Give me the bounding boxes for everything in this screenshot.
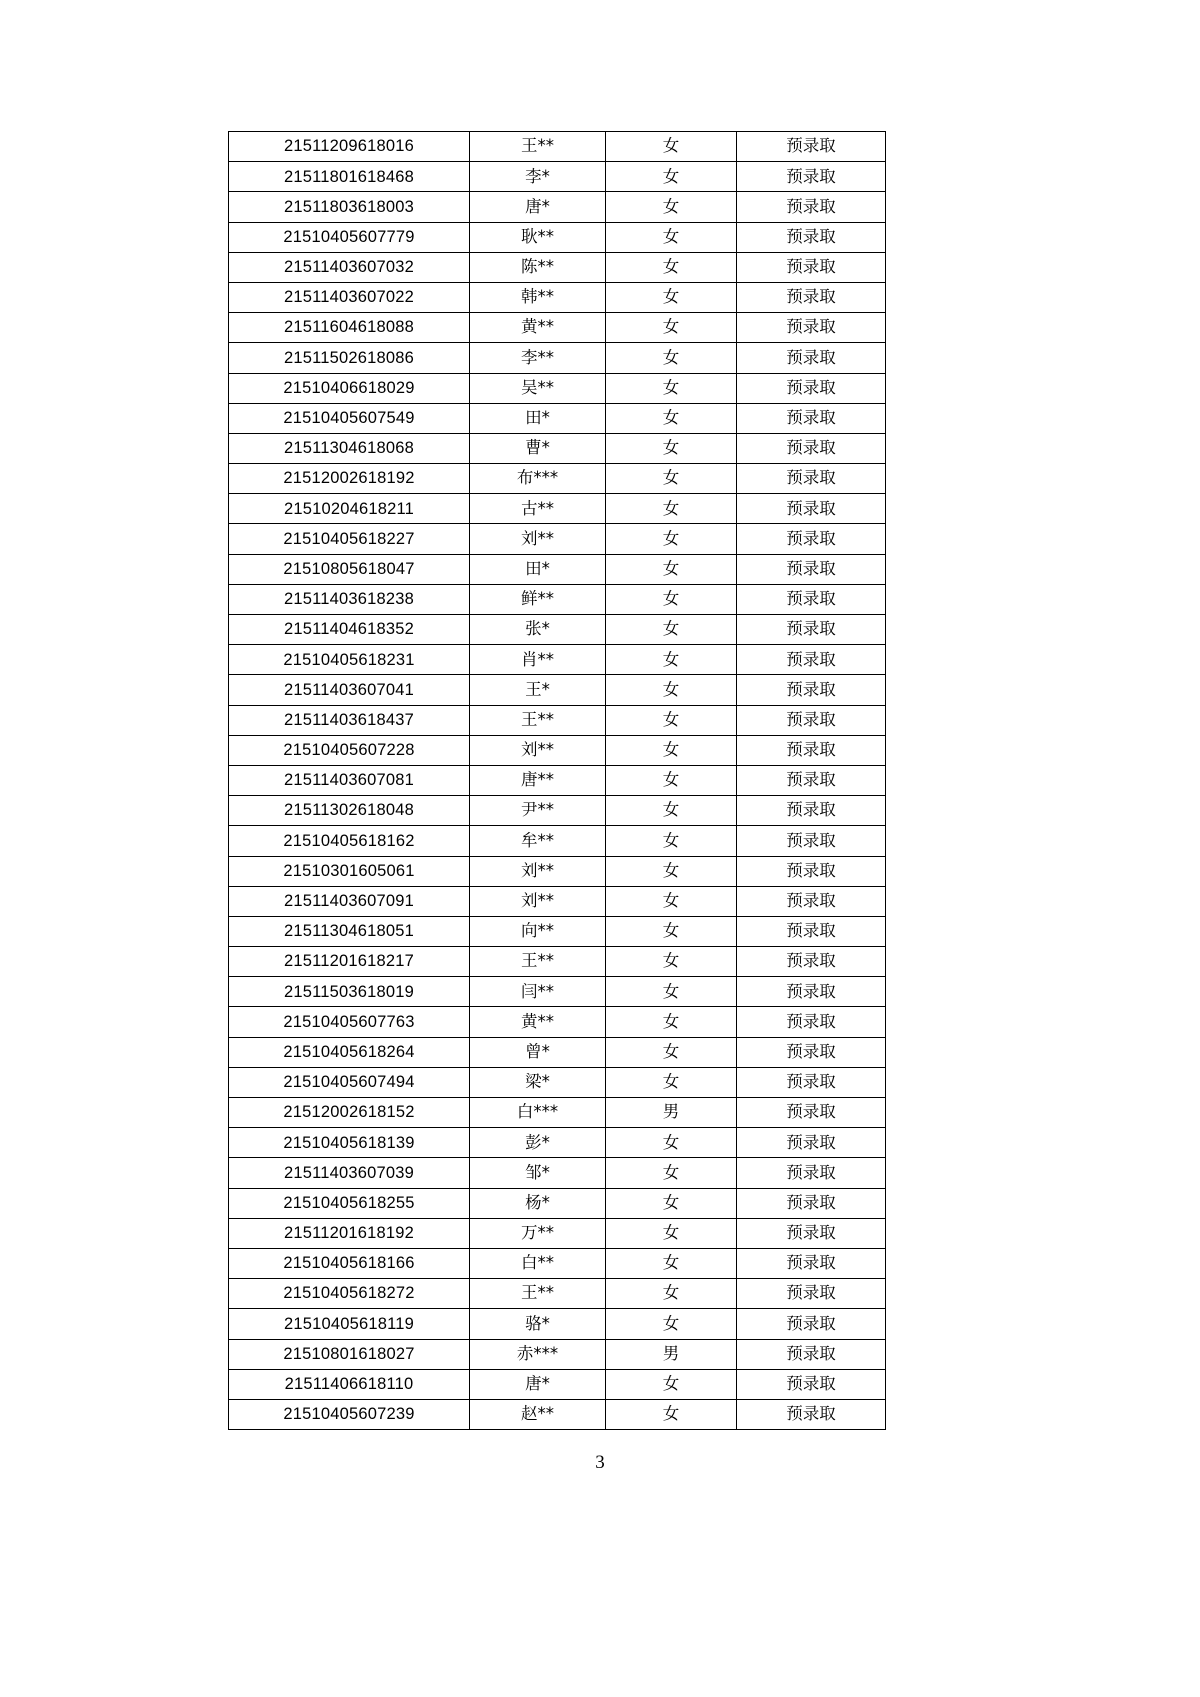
candidate-id-cell: 21510405607549 [229, 403, 470, 433]
table-row [229, 1279, 886, 1309]
admission-status-cell: 预录取 [737, 343, 886, 373]
admission-status-cell: 预录取 [737, 222, 886, 252]
table-row [229, 1399, 886, 1429]
candidate-id-cell: 21511304618068 [229, 433, 470, 463]
admission-status-cell: 预录取 [737, 1369, 886, 1399]
admission-status-cell: 预录取 [737, 1339, 886, 1369]
candidate-gender-cell: 女 [606, 524, 737, 554]
admission-status-cell: 预录取 [737, 1158, 886, 1188]
admission-status-cell: 预录取 [737, 947, 886, 977]
table-row [229, 645, 886, 675]
candidate-id-cell: 21511403618437 [229, 705, 470, 735]
admission-status-cell: 预录取 [737, 1098, 886, 1128]
candidate-id-cell: 21511403607032 [229, 252, 470, 282]
admission-status-cell: 预录取 [737, 403, 886, 433]
candidate-gender-cell: 女 [606, 796, 737, 826]
candidate-id-cell: 21510405607228 [229, 735, 470, 765]
admission-status-cell: 预录取 [737, 584, 886, 614]
table-row [229, 373, 886, 403]
table-row [229, 132, 886, 162]
candidate-name-cell: 王** [470, 132, 606, 162]
candidate-gender-cell: 女 [606, 735, 737, 765]
candidate-name-cell: 王** [470, 705, 606, 735]
candidate-gender-cell: 女 [606, 1248, 737, 1278]
table-row [229, 765, 886, 795]
candidate-id-cell: 21511302618048 [229, 796, 470, 826]
candidate-id-cell: 21511404618352 [229, 615, 470, 645]
admission-status-cell: 预录取 [737, 1399, 886, 1429]
candidate-id-cell: 21511403607041 [229, 675, 470, 705]
candidate-gender-cell: 女 [606, 1399, 737, 1429]
candidate-name-cell: 布*** [470, 464, 606, 494]
candidate-id-cell: 21510801618027 [229, 1339, 470, 1369]
admission-status-cell: 预录取 [737, 977, 886, 1007]
candidate-id-cell: 21510405618139 [229, 1128, 470, 1158]
candidate-id-cell: 21511403618238 [229, 584, 470, 614]
candidate-name-cell: 唐* [470, 1369, 606, 1399]
candidate-id-cell: 21510405618227 [229, 524, 470, 554]
candidate-gender-cell: 女 [606, 464, 737, 494]
candidate-gender-cell: 女 [606, 886, 737, 916]
table-row [229, 1309, 886, 1339]
admission-status-cell: 预录取 [737, 826, 886, 856]
candidate-id-cell: 21511403607081 [229, 765, 470, 795]
candidate-name-cell: 王** [470, 1279, 606, 1309]
admission-status-cell: 预录取 [737, 856, 886, 886]
candidate-id-cell: 21510405618231 [229, 645, 470, 675]
candidate-id-cell: 21510405618255 [229, 1188, 470, 1218]
table-row [229, 403, 886, 433]
admission-status-cell: 预录取 [737, 1218, 886, 1248]
candidate-name-cell: 唐* [470, 192, 606, 222]
candidate-id-cell: 21511406618110 [229, 1369, 470, 1399]
table-row [229, 826, 886, 856]
candidate-id-cell: 21511503618019 [229, 977, 470, 1007]
candidate-name-cell: 白*** [470, 1098, 606, 1128]
candidate-id-cell: 21510405618166 [229, 1248, 470, 1278]
table-row [229, 615, 886, 645]
candidate-id-cell: 21510405607494 [229, 1067, 470, 1097]
candidate-name-cell: 黄** [470, 1007, 606, 1037]
table-row [229, 1218, 886, 1248]
candidate-id-cell: 21510405607763 [229, 1007, 470, 1037]
candidate-name-cell: 王* [470, 675, 606, 705]
admission-status-cell: 预录取 [737, 464, 886, 494]
admission-status-cell: 预录取 [737, 554, 886, 584]
candidate-name-cell: 陈** [470, 252, 606, 282]
candidate-name-cell: 万** [470, 1218, 606, 1248]
candidate-id-cell: 21512002618192 [229, 464, 470, 494]
candidate-gender-cell: 女 [606, 132, 737, 162]
table-row [229, 1188, 886, 1218]
candidate-name-cell: 唐** [470, 765, 606, 795]
table-row [229, 1248, 886, 1278]
candidate-name-cell: 闫** [470, 977, 606, 1007]
admission-status-cell: 预录取 [737, 916, 886, 946]
candidate-gender-cell: 女 [606, 222, 737, 252]
candidate-gender-cell: 女 [606, 403, 737, 433]
candidate-gender-cell: 女 [606, 433, 737, 463]
candidate-name-cell: 刘** [470, 886, 606, 916]
candidate-id-cell: 21510405618264 [229, 1037, 470, 1067]
candidate-gender-cell: 女 [606, 282, 737, 312]
table-row [229, 856, 886, 886]
candidate-id-cell: 21510405607779 [229, 222, 470, 252]
admission-status-cell: 预录取 [737, 705, 886, 735]
table-row [229, 494, 886, 524]
admission-status-cell: 预录取 [737, 675, 886, 705]
admission-status-cell: 预录取 [737, 1279, 886, 1309]
candidate-gender-cell: 女 [606, 1369, 737, 1399]
candidate-name-cell: 牟** [470, 826, 606, 856]
candidate-gender-cell: 女 [606, 977, 737, 1007]
candidate-id-cell: 21510805618047 [229, 554, 470, 584]
table-row [229, 705, 886, 735]
candidate-name-cell: 骆* [470, 1309, 606, 1339]
table-row [229, 1158, 886, 1188]
admission-status-cell: 预录取 [737, 796, 886, 826]
table-row [229, 162, 886, 192]
candidate-gender-cell: 女 [606, 615, 737, 645]
admission-status-cell: 预录取 [737, 162, 886, 192]
candidate-id-cell: 21511403607022 [229, 282, 470, 312]
admission-status-cell: 预录取 [737, 615, 886, 645]
candidate-gender-cell: 女 [606, 313, 737, 343]
admission-status-cell: 预录取 [737, 282, 886, 312]
table-row [229, 222, 886, 252]
candidate-gender-cell: 女 [606, 1309, 737, 1339]
candidate-gender-cell: 女 [606, 252, 737, 282]
candidate-id-cell: 21512002618152 [229, 1098, 470, 1128]
table-row [229, 1128, 886, 1158]
table-row [229, 675, 886, 705]
table-row [229, 1339, 886, 1369]
candidate-name-cell: 杨* [470, 1188, 606, 1218]
candidate-gender-cell: 女 [606, 1007, 737, 1037]
admission-status-cell: 预录取 [737, 1037, 886, 1067]
candidate-id-cell: 21511502618086 [229, 343, 470, 373]
admission-status-cell: 预录取 [737, 1067, 886, 1097]
candidate-name-cell: 田* [470, 554, 606, 584]
candidate-gender-cell: 女 [606, 916, 737, 946]
candidate-id-cell: 21510204618211 [229, 494, 470, 524]
candidate-gender-cell: 女 [606, 162, 737, 192]
admission-status-cell: 预录取 [737, 1188, 886, 1218]
candidate-id-cell: 21510406618029 [229, 373, 470, 403]
table-row [229, 886, 886, 916]
table-row [229, 252, 886, 282]
candidate-name-cell: 韩** [470, 282, 606, 312]
candidate-name-cell: 刘** [470, 856, 606, 886]
table-row [229, 916, 886, 946]
candidate-id-cell: 21511604618088 [229, 313, 470, 343]
table-row [229, 1007, 886, 1037]
candidate-gender-cell: 女 [606, 1279, 737, 1309]
candidate-gender-cell: 男 [606, 1339, 737, 1369]
candidate-id-cell: 21510301605061 [229, 856, 470, 886]
candidate-gender-cell: 女 [606, 1188, 737, 1218]
candidate-gender-cell: 女 [606, 494, 737, 524]
admission-status-cell: 预录取 [737, 735, 886, 765]
admission-status-cell: 预录取 [737, 645, 886, 675]
candidate-name-cell: 黄** [470, 313, 606, 343]
candidate-gender-cell: 女 [606, 192, 737, 222]
table-row [229, 1369, 886, 1399]
admission-status-cell: 预录取 [737, 1309, 886, 1339]
admission-status-cell: 预录取 [737, 1248, 886, 1278]
table-row [229, 192, 886, 222]
candidate-gender-cell: 女 [606, 1037, 737, 1067]
admission-status-cell: 预录取 [737, 524, 886, 554]
candidate-id-cell: 21510405618162 [229, 826, 470, 856]
candidate-id-cell: 21511209618016 [229, 132, 470, 162]
candidate-name-cell: 古** [470, 494, 606, 524]
table-row [229, 947, 886, 977]
candidate-name-cell: 李** [470, 343, 606, 373]
table-row [229, 464, 886, 494]
admission-status-cell: 预录取 [737, 1128, 886, 1158]
admission-status-cell: 预录取 [737, 886, 886, 916]
candidate-gender-cell: 女 [606, 343, 737, 373]
candidate-name-cell: 吴** [470, 373, 606, 403]
candidate-id-cell: 21511803618003 [229, 192, 470, 222]
admission-roster-table-wrap [228, 131, 881, 1430]
candidate-gender-cell: 女 [606, 705, 737, 735]
candidate-name-cell: 王** [470, 947, 606, 977]
candidate-gender-cell: 女 [606, 675, 737, 705]
candidate-name-cell: 梁* [470, 1067, 606, 1097]
candidate-name-cell: 鲜** [470, 584, 606, 614]
table-row [229, 1037, 886, 1067]
candidate-gender-cell: 女 [606, 1128, 737, 1158]
candidate-name-cell: 张* [470, 615, 606, 645]
candidate-id-cell: 21511801618468 [229, 162, 470, 192]
candidate-name-cell: 肖** [470, 645, 606, 675]
admission-status-cell: 预录取 [737, 765, 886, 795]
candidate-gender-cell: 女 [606, 645, 737, 675]
candidate-name-cell: 李* [470, 162, 606, 192]
candidate-gender-cell: 女 [606, 826, 737, 856]
candidate-gender-cell: 女 [606, 1218, 737, 1248]
candidate-name-cell: 赵** [470, 1399, 606, 1429]
candidate-id-cell: 21511304618051 [229, 916, 470, 946]
table-row [229, 735, 886, 765]
admission-status-cell: 预录取 [737, 373, 886, 403]
admission-status-cell: 预录取 [737, 192, 886, 222]
admission-status-cell: 预录取 [737, 252, 886, 282]
candidate-gender-cell: 女 [606, 856, 737, 886]
table-row [229, 524, 886, 554]
table-row [229, 282, 886, 312]
table-row [229, 584, 886, 614]
table-row [229, 343, 886, 373]
table-row [229, 433, 886, 463]
candidate-id-cell: 21511201618217 [229, 947, 470, 977]
candidate-gender-cell: 女 [606, 584, 737, 614]
candidate-name-cell: 刘** [470, 735, 606, 765]
admission-roster-table [228, 131, 886, 1430]
candidate-name-cell: 尹** [470, 796, 606, 826]
admission-status-cell: 预录取 [737, 433, 886, 463]
candidate-gender-cell: 男 [606, 1098, 737, 1128]
candidate-name-cell: 曹* [470, 433, 606, 463]
candidate-name-cell: 白** [470, 1248, 606, 1278]
table-row [229, 313, 886, 343]
candidate-name-cell: 田* [470, 403, 606, 433]
candidate-id-cell: 21511403607091 [229, 886, 470, 916]
candidate-name-cell: 向** [470, 916, 606, 946]
table-row [229, 554, 886, 584]
candidate-id-cell: 21510405618272 [229, 1279, 470, 1309]
candidate-name-cell: 耿** [470, 222, 606, 252]
admission-status-cell: 预录取 [737, 494, 886, 524]
table-row [229, 1098, 886, 1128]
candidate-id-cell: 21511201618192 [229, 1218, 470, 1248]
candidate-gender-cell: 女 [606, 765, 737, 795]
table-body [229, 132, 886, 1430]
candidate-gender-cell: 女 [606, 554, 737, 584]
candidate-name-cell: 彭* [470, 1128, 606, 1158]
page-number: 3 [595, 1452, 605, 1473]
admission-status-cell: 预录取 [737, 313, 886, 343]
candidate-gender-cell: 女 [606, 1067, 737, 1097]
candidate-gender-cell: 女 [606, 1158, 737, 1188]
table-row [229, 796, 886, 826]
candidate-gender-cell: 女 [606, 947, 737, 977]
candidate-id-cell: 21510405618119 [229, 1309, 470, 1339]
candidate-name-cell: 曾* [470, 1037, 606, 1067]
candidate-name-cell: 赤*** [470, 1339, 606, 1369]
admission-status-cell: 预录取 [737, 1007, 886, 1037]
candidate-gender-cell: 女 [606, 373, 737, 403]
candidate-name-cell: 邹* [470, 1158, 606, 1188]
table-row [229, 1067, 886, 1097]
admission-status-cell: 预录取 [737, 132, 886, 162]
candidate-id-cell: 21510405607239 [229, 1399, 470, 1429]
table-row [229, 977, 886, 1007]
candidate-id-cell: 21511403607039 [229, 1158, 470, 1188]
candidate-name-cell: 刘** [470, 524, 606, 554]
